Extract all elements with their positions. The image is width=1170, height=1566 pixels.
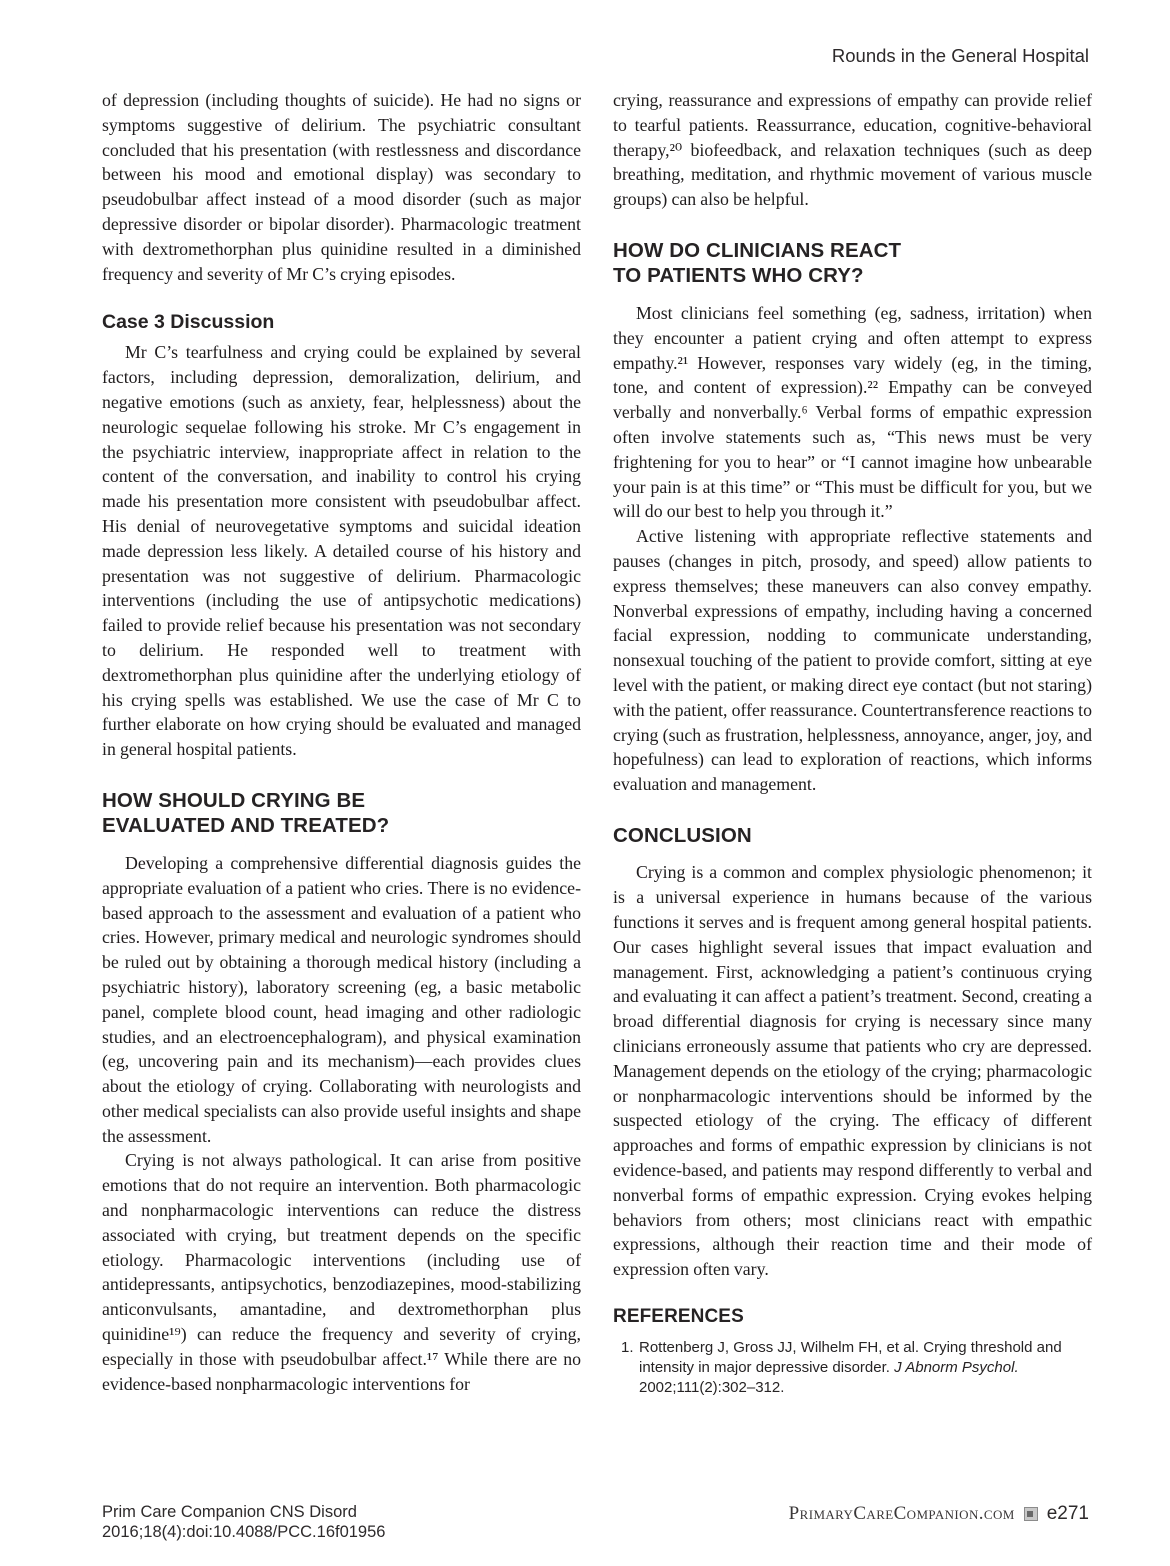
paragraph-evaluation-diagnosis: Developing a comprehensive differential diagnosis guides the appropriate evaluation of a patient who cries. There is no evidence-based approach to the assessment and evaluation of a patient who cries. However, primary medical and neurologic syndromes should be ruled out by obtaining a thorough medical history (including a psychiatric history), laboratory screening (eg, a basic metabolic panel, complete blood count, head imaging and other radiologic studies, and an electroencephalogram), and physical examination (eg, uncovering pain and its mechanism)—each provides clues about the etiology of crying. Collaborating with neurologists and other medical specialists can also provide useful insights and shape the assessment. <box>102 852 581 1146</box>
paragraph-active-listening: Active listening with appropriate reflective statements and pauses (changes in pitch, prosody, and speed) allow patients to express themselves; these maneuvers can also convey empathy. Nonverbal expressions of empathy, including having a concerned facial expression, nodding to communicate understanding, nonsexual touching of the patient to provide comfort, sitting at eye level with the patient, or making direct eye contact (but not staring) with the patient, offer reassurance. Countertransference reactions to crying (such as frustration, helplessness, annoyance, anger, joy, and hopefulness) can lead to exploration of reactions, which informs evaluation and management. <box>613 526 1092 795</box>
journal-website: PrimaryCareCompanion.com <box>788 1503 1015 1524</box>
reference-number: 1. <box>621 1339 634 1357</box>
how-should-crying-be-evaluated-heading <box>102 788 581 839</box>
left-column <box>102 88 581 1398</box>
paragraph-case-continuation: of depression (including thoughts of suicide). He had no signs or symptoms suggestive of delirium. The psychiatric consultant concluded that his presentation (with restlessness and discordance between his mood and emotional display) was secondary to pseudobulbar affect instead of a mood disorder (such as major depressive disorder or bipolar disorder). Pharmacologic treatment with dextromethorphan plus quinidine resulted in a diminished frequency and severity of Mr C’s crying episodes. <box>102 90 581 284</box>
article-body <box>102 88 1092 1398</box>
heading-line-2: EVALUATED AND TREATED? <box>102 814 390 838</box>
paragraph-treatment-interventions: Crying is not always pathological. It can arise from positive emotions that do not require an intervention. Both pharmacologic and nonpharmacologic interventions can reduce the distress associated with crying, but treatment depends on the specific etiology. Pharmacologic interventions (including use of antidepressants, antipsychotics, benzodiazepines, mood-stabilizing anticonvulsants, amantadine, and dextromethorphan plus quinidine¹⁹) can reduce the frequency and severity of crying, especially in those with pseudobulbar affect.¹⁷ While there are no evidence-based nonpharmacologic interventions for <box>102 1150 581 1394</box>
paragraph-clinician-reactions: Most clinicians feel something (eg, sadness, irritation) when they encounter a patient crying and often attempt to express empathy.²¹ However, responses vary widely (eg, in the timing, tone, and content of expression).²² Empathy can be conveyed verbally and nonverbally.⁶ Verbal forms of empathic expression often involve statements such as, “This news must be very frightening for you to hear” or “I cannot imagine how unbearable your pain is at this time” or “This must be difficult for you, but we will do our best to help you through it.” <box>613 302 1092 522</box>
footer-right <box>789 1503 1089 1525</box>
reference-item-1 <box>613 1338 1092 1398</box>
running-head: Rounds in the General Hospital <box>831 45 1089 66</box>
heading-line-2: TO PATIENTS WHO CRY? <box>613 264 864 288</box>
journal-citation <box>102 1502 385 1542</box>
paragraph-case-3-discussion: Mr C’s tearfulness and crying could be explained by several factors, including depression, demoralization, delirium, and negative emotions (such as anxiety, fear, helplessness) about the neurologic sequelae following his stroke. Mr C’s engagement in the psychiatric interview, inappropriate affect in relation to the content of the conversation, and inability to control his crying made his presentation more consistent with pseudobulbar affect. His denial of neurovegetative symptoms and suicidal ideation made depression less likely. A detailed course of his history and presentation was not suggestive of delirium. Pharmacologic interventions (including the use of antipsychotic medications) failed to provide relief because his presentation was not secondary to delirium. He responded well to treatment with dextromethorphan plus quinidine after the underlying etiology of his crying spells was established. We use the case of Mr C to further elaborate on how crying should be evaluated and managed in general hospital patients. <box>102 342 581 760</box>
journal-doi: 2016;18(4):doi:10.4088/PCC.16f01956 <box>102 1523 386 1541</box>
reference-journal-name: J Abnorm Psychol. <box>894 1359 1019 1377</box>
page-number: e271 <box>1046 1503 1089 1524</box>
heading-line-1: HOW SHOULD CRYING BE <box>102 788 366 812</box>
journal-name: Prim Care Companion CNS Disord <box>102 1503 357 1521</box>
heading-line-1: HOW DO CLINICIANS REACT <box>613 238 902 262</box>
reference-citation-tail: 2002;111(2):302–312. <box>639 1379 785 1397</box>
page-footer <box>102 1502 1089 1542</box>
conclusion-heading: CONCLUSION <box>613 823 752 847</box>
how-do-clinicians-react-heading <box>613 238 1092 289</box>
reference-citation-text: Rottenberg J, Gross JJ, Wilhelm FH, et al. Crying threshold and intensity in major depressive disorder. <box>639 1339 1062 1377</box>
reference-citation <box>639 1338 1092 1398</box>
right-column <box>613 88 1092 1398</box>
paragraph-conclusion: Crying is a common and complex physiologic phenomenon; it is a universal experience in humans because of the various functions it serves and is frequent among general hospital patients. Our cases highlight several issues that impact evaluation and management. First, acknowledging a patient’s continuous crying and evaluating it can affect a patient’s treatment. Second, creating a broad differential diagnosis for crying is necessary since many clinicians erroneously assume that patients who cry are depressed. Management depends on the etiology of the crying; pharmacologic or nonpharmacologic interventions should be informed by the suspected etiology of the crying. The efficacy of different approaches and forms of empathic expression by clinicians is not evidence-based, and patients may respond differently to verbal and nonverbal forms of empathic expression. Crying evokes helping behaviors from others; most clinicians react with empathic expressions, although their reaction time and their mode of expression often vary. <box>613 862 1092 1280</box>
case-3-discussion-heading: Case 3 Discussion <box>102 311 275 334</box>
paragraph-nonpharmacologic-continuation: crying, reassurance and expressions of empathy can provide relief to tearful patients. Reassurrance, education, cognitive-behavioral therapy,²⁰ biofeedback, and relaxation techniques (such as deep breathing, meditation, and rhythmic movement of various muscle groups) can also be helpful. <box>613 90 1092 210</box>
end-of-article-square-icon <box>1024 1507 1038 1521</box>
references-heading: REFERENCES <box>613 1305 744 1327</box>
